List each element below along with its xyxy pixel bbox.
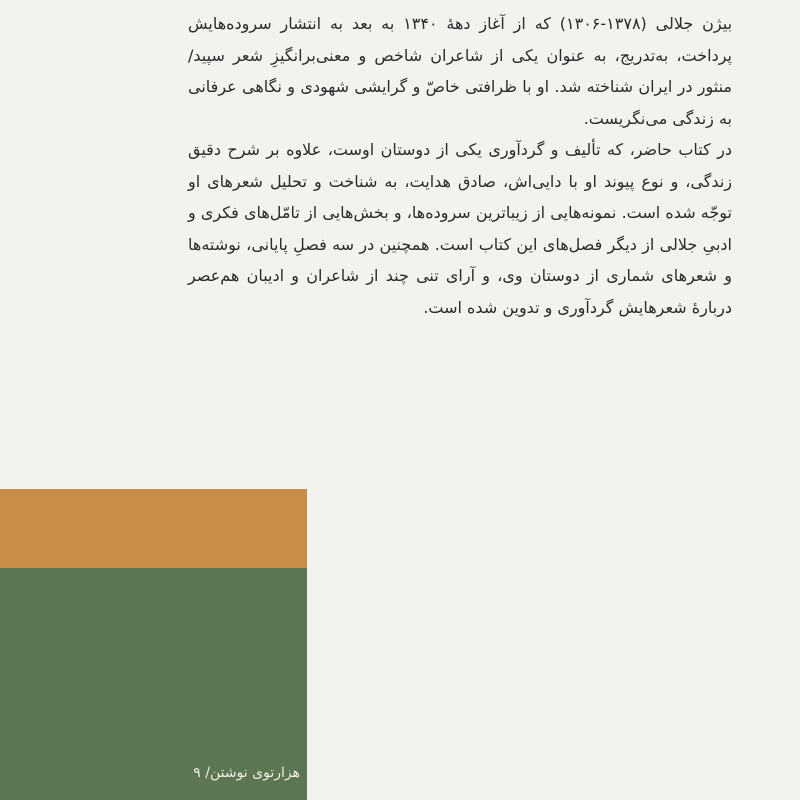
blurb-text-block [188,8,732,323]
blurb-paragraph-1: بیژن جلالی (۱۳۷۸-۱۳۰۶) که از آغاز دههٔ ۱۳۴۰ به بعد به انتشار سروده‌هایش پرداخت، به‌تدریج، به عنوان یکی از شاعران شاخص و معنی‌برانگیزِ شعر سپید/منثور در ایران شناخته شد. او با ظرافتی خاصّ و گرایشی شهودی و نگاهی عرفانی به زندگی می‌نگریست. [188,14,733,128]
blurb-paragraph-2: در کتاب حاضر، که تألیف و گردآوری یکی از دوستان اوست، علاوه بر شرح دقیق زندگی، و نوع پیوند او با دایی‌اش، صادق هدایت، به شناخت و تحلیل شعرهای او توجّه شده است. نمونه‌هایی از زیباترین سروده‌ها، و بخش‌هایی از تامّل‌های فکری و ادبیِ جلالی از دیگر فصل‌های این کتاب است. همچنین در سه فصلِ پایانی، نوشته‌ها و شعرهای شماری از دوستان وی، و آرای تنی چند از شاعران و ادیبان هم‌عصر دربارهٔ شعرهایش گردآوری و تدوین شده است. [188,140,732,317]
series-label: هزارتوی نوشتن/ ۹ [193,765,300,781]
orange-color-band [0,489,307,568]
